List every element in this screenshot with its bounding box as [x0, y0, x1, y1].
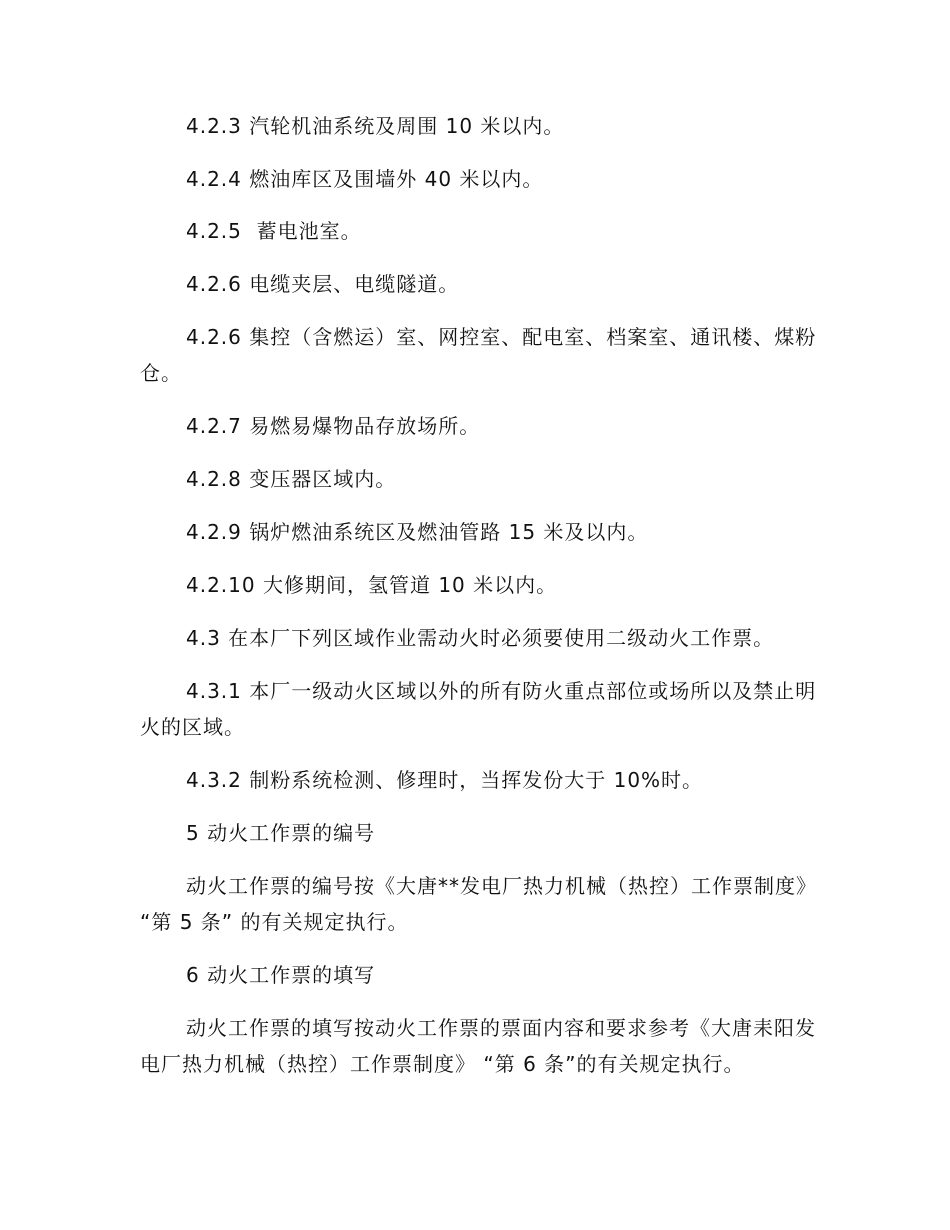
clause-4-2-8: 4.2.8 变压器区域内。	[186, 467, 397, 491]
clause-4-2-4: 4.2.4 燃油库区及围墙外 40 米以内。	[186, 167, 544, 191]
clause-4-2-6-control-rooms: 4.2.6 集控（含燃运）室、网控室、配电室、档案室、通讯楼、煤粉仓。	[140, 325, 817, 385]
clause-4-3-2: 4.3.2 制粉系统检测、修理时，当挥发份大于 10%时。	[186, 768, 704, 792]
section-6-body: 动火工作票的填写按动火工作票的票面内容和要求参考《大唐耒阳发电厂热力机械（热控）工作票制度》 “第 6 条”的有关规定执行。	[140, 1016, 816, 1076]
clause-4-3: 4.3 在本厂下列区域作业需动火时必须要使用二级动火工作票。	[186, 626, 775, 650]
clause-4-2-6-cable: 4.2.6 电缆夹层、电缆隧道。	[186, 272, 460, 296]
clause-4-2-5: 4.2.5 蓄电池室。	[186, 219, 362, 243]
clause-4-2-9: 4.2.9 锅炉燃油系统区及燃油管路 15 米及以内。	[186, 520, 649, 544]
clause-4-3-1: 4.3.1 本厂一级动火区域以外的所有防火重点部位或场所以及禁止明火的区域。	[140, 679, 817, 739]
clause-4-2-3: 4.2.3 汽轮机油系统及周围 10 米以内。	[186, 114, 565, 138]
section-5-heading: 5 动火工作票的编号	[186, 821, 376, 845]
section-6-heading: 6 动火工作票的填写	[186, 963, 376, 987]
section-5-body: 动火工作票的编号按《大唐**发电厂热力机械（热控）工作票制度》 “第 5 条” 的有关规定执行。	[140, 874, 825, 934]
clause-4-2-7: 4.2.7 易燃易爆物品存放场所。	[186, 414, 481, 438]
clause-4-2-10: 4.2.10 大修期间，氢管道 10 米以内。	[186, 573, 558, 597]
